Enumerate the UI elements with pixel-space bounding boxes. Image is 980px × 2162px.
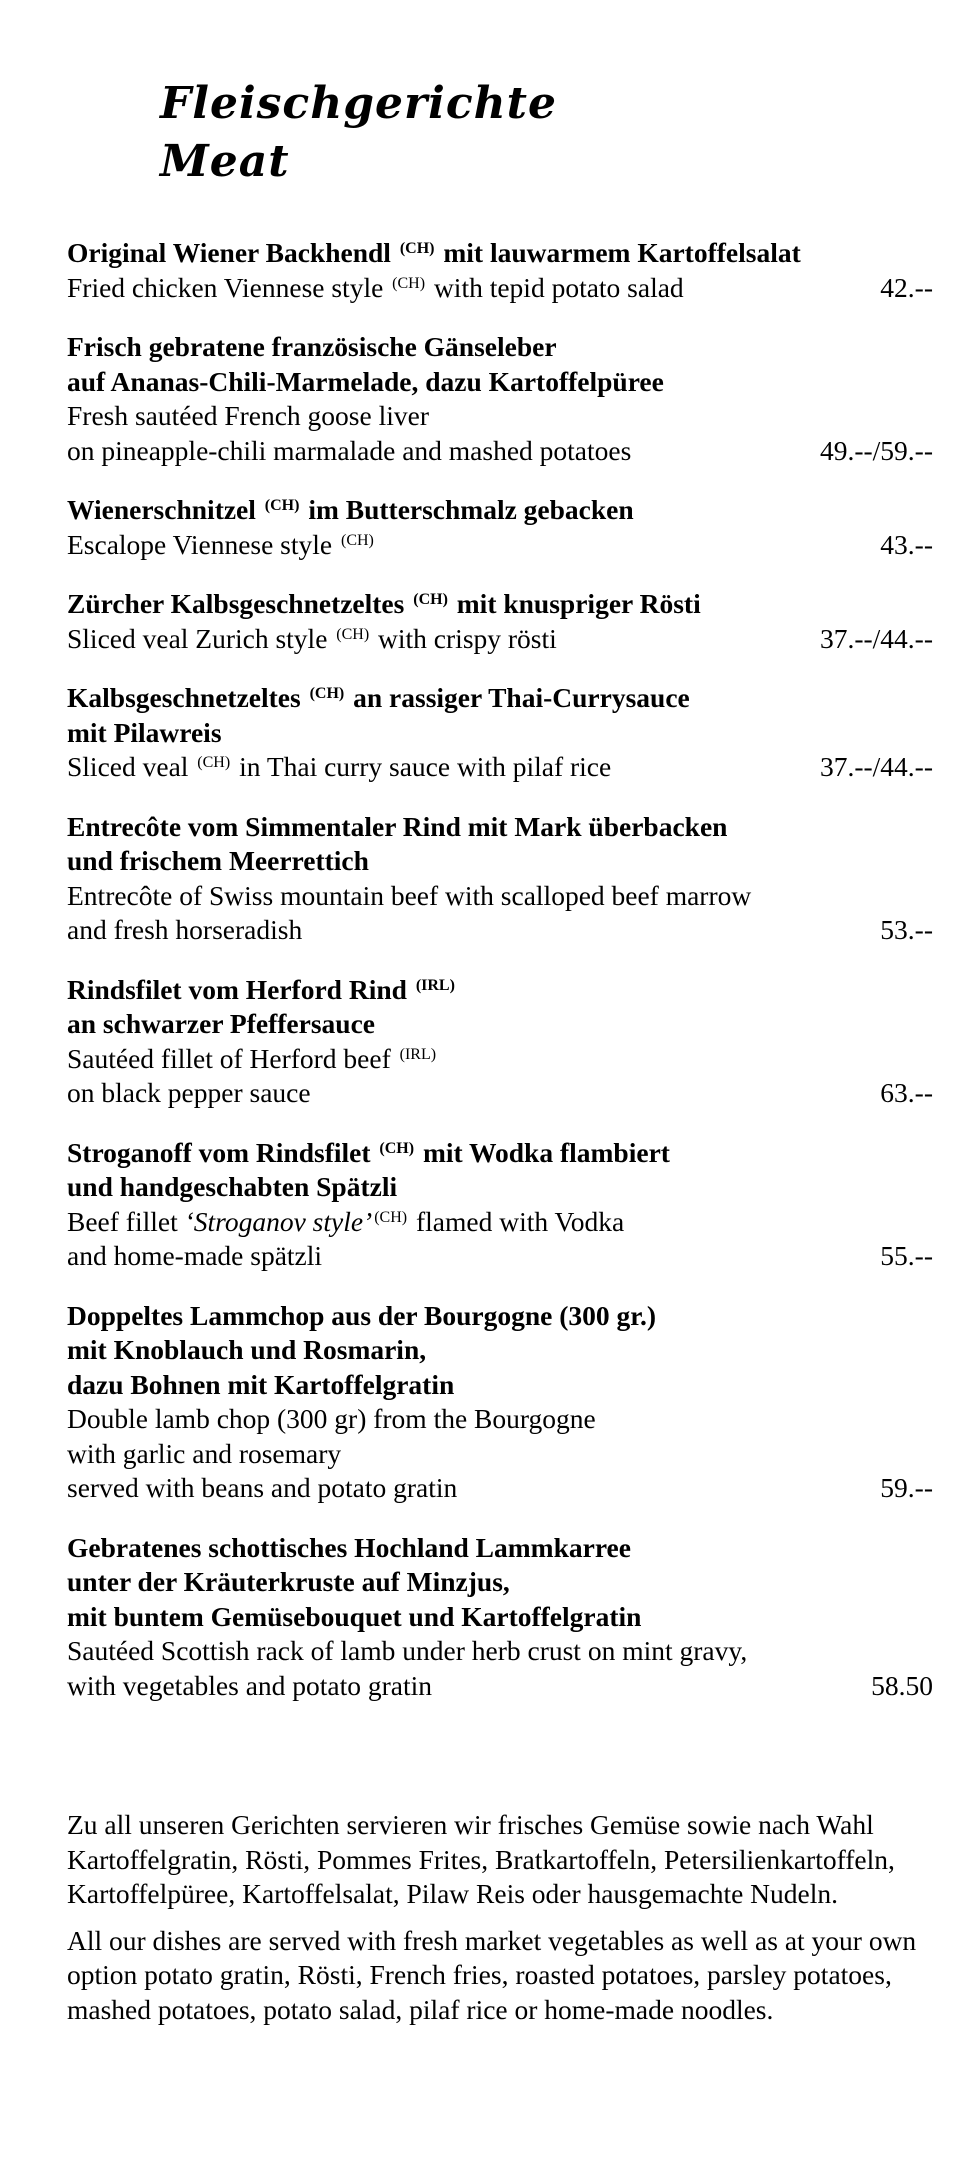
dish-en-line bbox=[67, 1205, 933, 1240]
dish-text: with tepid potato salad bbox=[427, 271, 684, 303]
dish-text: Sautéed fillet of Herford beef bbox=[67, 1042, 398, 1074]
dish-de-line bbox=[67, 1170, 933, 1205]
dish-text: Beef fillet bbox=[67, 1205, 185, 1237]
side-dish-notes bbox=[67, 1808, 927, 2039]
dish-text: Fried chicken Viennese style bbox=[67, 271, 391, 303]
dish-de-line bbox=[67, 1368, 933, 1403]
dish-de-line bbox=[67, 810, 933, 845]
dish-text: Escalope Viennese style bbox=[67, 528, 339, 560]
dish-en-line bbox=[67, 913, 933, 948]
menu-list bbox=[67, 236, 933, 1728]
origin-tag: (CH) bbox=[399, 240, 435, 257]
dish-text: Sliced veal Zurich style bbox=[67, 622, 335, 654]
menu-item bbox=[67, 1136, 933, 1274]
dish-text: served with beans and potato gratin bbox=[67, 1472, 458, 1503]
origin-tag: (IRL) bbox=[399, 1045, 437, 1063]
origin-tag: (CH) bbox=[309, 685, 345, 702]
dish-en-line bbox=[67, 879, 933, 914]
dish-text: flamed with Vodka bbox=[409, 1205, 625, 1237]
dish-text: with crispy rösti bbox=[371, 622, 557, 654]
dish-en-line bbox=[67, 399, 933, 434]
dish-text: und handgeschabten Spätzli bbox=[67, 1171, 398, 1202]
dish-text: mit Wodka flambiert bbox=[416, 1136, 670, 1168]
dish-de-line bbox=[67, 236, 933, 271]
dish-text: Sautéed Scottish rack of lamb under herb crust on mint gravy, bbox=[67, 1635, 748, 1666]
dish-en-line bbox=[67, 434, 933, 469]
origin-tag: (CH) bbox=[264, 497, 300, 514]
dish-text: und frischem Meerrettich bbox=[67, 845, 369, 876]
dish-en-line bbox=[67, 1402, 933, 1437]
menu-item bbox=[67, 810, 933, 948]
dish-text: with vegetables and potato gratin bbox=[67, 1669, 433, 1701]
dish-text: mit knuspriger Rösti bbox=[449, 588, 701, 619]
menu-item bbox=[67, 587, 933, 656]
note-english: All our dishes are served with fresh market vegetables as well as at your own option potato gratin, Rösti, French fries, roasted potatoes, parsley potatoes, mashed potatoes, potato salad, pilaf rice or home-made noodles. bbox=[67, 1924, 917, 2025]
dish-text: an rassiger Thai-Currysauce bbox=[346, 682, 690, 713]
dish-text: Wienerschnitzel bbox=[67, 494, 263, 525]
dish-price: 55.-- bbox=[880, 1240, 933, 1271]
note-german: Zu all unseren Gerichten servieren wir frisches Gemüse sowie nach Wahl Kartoffelgratin, Rösti, Pommes Frites, Bratkartoffeln, Petersilienkartoffeln, Kartoffelpüree, Kartoffelsalat, Pilaw Reis oder hausgemachte Nudeln. bbox=[67, 1809, 895, 1909]
dish-price: 59.-- bbox=[880, 1472, 933, 1503]
dish-text: with garlic and rosemary bbox=[67, 1437, 342, 1469]
section-heading bbox=[160, 75, 557, 191]
dish-de-line bbox=[67, 973, 933, 1008]
dish-text: im Butterschmalz gebacken bbox=[301, 494, 634, 525]
origin-tag: (IRL) bbox=[415, 976, 455, 994]
dish-text: Rindsfilet vom Herford Rind bbox=[67, 973, 414, 1005]
origin-tag: (CH) bbox=[392, 274, 426, 292]
dish-text: Kalbsgeschnetzeltes bbox=[67, 682, 308, 713]
dish-en-line bbox=[67, 1437, 933, 1472]
dish-text: Double lamb chop (300 gr) from the Bourgogne bbox=[67, 1403, 596, 1434]
dish-en-line bbox=[67, 1669, 933, 1704]
dish-text: Sliced veal bbox=[67, 751, 196, 782]
dish-price: 53.-- bbox=[880, 914, 933, 945]
dish-de-line bbox=[67, 1333, 933, 1368]
origin-tag: (CH) bbox=[341, 531, 374, 549]
dish-text: mit buntem Gemüsebouquet und Kartoffelgratin bbox=[67, 1600, 642, 1632]
dish-de-line bbox=[67, 1136, 933, 1171]
origin-tag: (CH) bbox=[379, 1139, 415, 1157]
origin-tag: (CH) bbox=[197, 754, 231, 771]
origin-tag: (CH) bbox=[336, 625, 370, 643]
origin-tag: (CH) bbox=[413, 591, 448, 608]
dish-text: mit Pilawreis bbox=[67, 716, 222, 748]
dish-en-line bbox=[67, 750, 933, 785]
dish-text: and fresh horseradish bbox=[67, 914, 303, 945]
dish-price: 42.-- bbox=[880, 271, 933, 303]
dish-price: 37.--/44.-- bbox=[819, 622, 933, 654]
dish-text: in Thai curry sauce with pilaf rice bbox=[232, 751, 612, 782]
dish-en-line bbox=[67, 271, 933, 306]
dish-de-line bbox=[67, 330, 933, 365]
dish-en-line bbox=[67, 622, 933, 657]
dish-text: mit Knoblauch und Rosmarin, bbox=[67, 1334, 427, 1365]
heading-english: Meat bbox=[160, 136, 290, 187]
dish-text: Entrecôte vom Simmentaler Rind mit Mark überbacken bbox=[67, 810, 728, 842]
dish-de-line bbox=[67, 1565, 933, 1600]
dish-text: Frisch gebratene französische Gänseleber bbox=[67, 331, 557, 362]
menu-item bbox=[67, 1299, 933, 1506]
dish-text: unter der Kräuterkruste auf Minzjus, bbox=[67, 1566, 510, 1597]
dish-de-line bbox=[67, 1299, 933, 1334]
dish-en-line bbox=[67, 1042, 933, 1077]
dish-en-line bbox=[67, 1239, 933, 1274]
dish-de-line bbox=[67, 716, 933, 751]
dish-de-line bbox=[67, 844, 933, 879]
dish-text: mit lauwarmem Kartoffelsalat bbox=[436, 237, 801, 268]
dish-text: Gebratenes schottisches Hochland Lammkarree bbox=[67, 1531, 631, 1563]
dish-de-line bbox=[67, 587, 933, 622]
dish-text: on black pepper sauce bbox=[67, 1077, 311, 1108]
menu-item bbox=[67, 493, 933, 562]
dish-text: Original Wiener Backhendl bbox=[67, 237, 398, 268]
dish-de-line bbox=[67, 681, 933, 716]
dish-price: 63.-- bbox=[880, 1077, 933, 1108]
heading-german: Fleischgerichte bbox=[160, 78, 557, 129]
dish-de-line bbox=[67, 1600, 933, 1635]
dish-text: Stroganoff vom Rindsfilet bbox=[67, 1136, 378, 1168]
dish-text: Fresh sautéed French goose liver bbox=[67, 400, 429, 431]
dish-text: Entrecôte of Swiss mountain beef with scalloped beef marrow bbox=[67, 879, 752, 911]
menu-item bbox=[67, 681, 933, 785]
dish-en-line bbox=[67, 528, 933, 563]
menu-item bbox=[67, 973, 933, 1111]
dish-en-line bbox=[67, 1076, 933, 1111]
dish-style-phrase: ‘Stroganov style’ bbox=[184, 1205, 373, 1237]
dish-en-line bbox=[67, 1471, 933, 1506]
dish-de-line bbox=[67, 493, 933, 528]
dish-text: an schwarzer Pfeffersauce bbox=[67, 1008, 375, 1039]
dish-price: 49.--/59.-- bbox=[819, 434, 933, 466]
dish-text: on pineapple-chili marmalade and mashed potatoes bbox=[67, 434, 632, 466]
dish-text: dazu Bohnen mit Kartoffelgratin bbox=[67, 1368, 455, 1400]
menu-item bbox=[67, 1531, 933, 1704]
dish-price: 58.50 bbox=[871, 1669, 933, 1701]
origin-tag: (CH) bbox=[374, 1208, 408, 1226]
menu-item bbox=[67, 236, 933, 305]
dish-price: 37.--/44.-- bbox=[819, 751, 933, 782]
dish-text: Doppeltes Lammchop aus der Bourgogne (300 gr.) bbox=[67, 1299, 656, 1331]
dish-text: Zürcher Kalbsgeschnetzeltes bbox=[67, 588, 412, 619]
dish-de-line bbox=[67, 1007, 933, 1042]
dish-text: auf Ananas-Chili-Marmelade, dazu Kartoffelpüree bbox=[67, 365, 664, 397]
dish-en-line bbox=[67, 1634, 933, 1669]
menu-item bbox=[67, 330, 933, 468]
dish-text: and home-made spätzli bbox=[67, 1240, 323, 1271]
dish-price: 43.-- bbox=[880, 528, 933, 560]
dish-de-line bbox=[67, 1531, 933, 1566]
dish-de-line bbox=[67, 365, 933, 400]
